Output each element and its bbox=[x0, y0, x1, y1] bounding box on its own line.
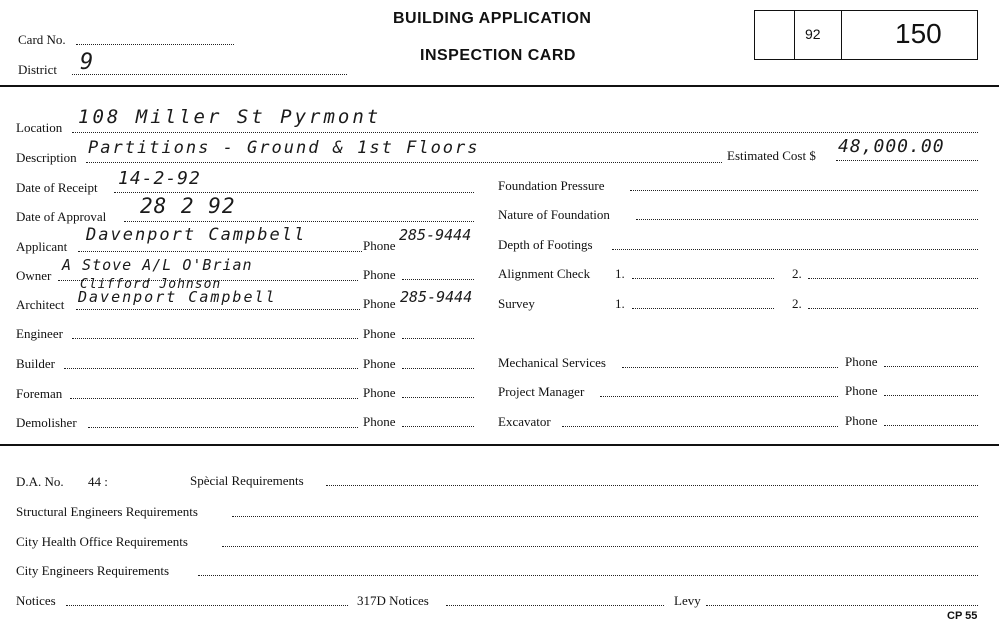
builder-phone-line bbox=[402, 368, 474, 369]
date-approval-line bbox=[124, 221, 474, 222]
foreman-phone-label: Phone bbox=[363, 385, 396, 400]
owner-value-line2: Clifford Johnson bbox=[80, 277, 222, 292]
location-line bbox=[72, 132, 978, 133]
alignment-line2 bbox=[808, 278, 978, 279]
location-label: Location bbox=[16, 120, 63, 135]
builder-phone-label: Phone bbox=[363, 356, 396, 371]
health-label: City Health Office Requirements bbox=[16, 534, 188, 549]
alignment-check-label: Alignment Check bbox=[498, 266, 591, 281]
architect-label: Architect bbox=[16, 297, 65, 312]
architect-phone-label: Phone bbox=[363, 296, 396, 311]
project-manager-line bbox=[600, 396, 838, 397]
demolisher-label: Demolisher bbox=[16, 415, 77, 430]
district-line bbox=[72, 74, 347, 75]
form-code: CP 55 bbox=[947, 610, 978, 622]
survey-line1 bbox=[632, 308, 774, 309]
applicant-label: Applicant bbox=[16, 239, 68, 254]
notices-label: Notices bbox=[16, 593, 56, 608]
date-receipt-line bbox=[114, 192, 474, 193]
estimated-cost-line bbox=[836, 160, 978, 161]
survey-num1: 1. bbox=[615, 296, 625, 311]
district-value: 9 bbox=[80, 50, 95, 75]
levy-line bbox=[706, 605, 978, 606]
header-rule bbox=[0, 85, 999, 87]
mechanical-phone-line bbox=[884, 366, 978, 367]
health-line bbox=[222, 546, 978, 547]
description-line bbox=[86, 162, 722, 163]
demolisher-line bbox=[88, 427, 358, 428]
date-receipt-label: Date of Receipt bbox=[16, 180, 98, 195]
foundation-pressure-line bbox=[630, 190, 978, 191]
alignment-num2: 2. bbox=[792, 266, 802, 281]
engineer-line bbox=[72, 338, 358, 339]
description-label: Description bbox=[16, 150, 77, 165]
builder-label: Builder bbox=[16, 356, 55, 371]
applicant-line bbox=[78, 251, 362, 252]
foreman-phone-line bbox=[402, 397, 474, 398]
excavator-line bbox=[562, 426, 838, 427]
survey-line2 bbox=[808, 308, 978, 309]
levy-label: Levy bbox=[674, 593, 701, 608]
box-cell-blank bbox=[755, 11, 795, 59]
excavator-phone-label: Phone bbox=[845, 413, 878, 428]
engineer-phone-line bbox=[402, 338, 474, 339]
special-requirements-label: Spècial Requirements bbox=[190, 473, 304, 488]
depth-footings-label: Depth of Footings bbox=[498, 237, 593, 252]
requirements-rule bbox=[0, 444, 999, 446]
excavator-label: Excavator bbox=[498, 414, 551, 429]
city-engineers-label: City Engineers Requirements bbox=[16, 563, 170, 578]
mechanical-line bbox=[622, 367, 838, 368]
date-approval-value: 28 2 92 bbox=[140, 194, 236, 218]
box-cell-year bbox=[795, 11, 842, 59]
card-number-box bbox=[754, 10, 978, 60]
card-no-label: Card No. bbox=[18, 32, 66, 47]
engineer-label: Engineer bbox=[16, 326, 63, 341]
nature-foundation-label: Nature of Foundation bbox=[498, 207, 610, 222]
special-requirements-line bbox=[326, 485, 978, 486]
engineer-phone-label: Phone bbox=[363, 326, 396, 341]
depth-footings-line bbox=[612, 249, 978, 250]
mechanical-label: Mechanical Services bbox=[498, 355, 606, 370]
notices-line bbox=[66, 605, 348, 606]
notices-317d-label: 317D Notices bbox=[357, 593, 429, 608]
da-no-value: 44 : bbox=[88, 474, 108, 489]
structural-line bbox=[232, 516, 978, 517]
location-value: 108 Miller St Pyrmont bbox=[78, 106, 382, 128]
applicant-phone-label: Phone bbox=[363, 238, 396, 253]
project-manager-phone-line bbox=[884, 395, 978, 396]
owner-value-line1: A Stove A/L O'Brian bbox=[62, 256, 253, 274]
da-no-label: D.A. No. bbox=[16, 474, 64, 489]
applicant-phone-value: 285-9444 bbox=[399, 226, 472, 244]
box-year: 92 bbox=[805, 26, 821, 42]
district-label: District bbox=[18, 62, 57, 77]
survey-label: Survey bbox=[498, 296, 535, 311]
architect-line bbox=[76, 309, 360, 310]
owner-phone-line bbox=[402, 279, 474, 280]
applicant-value: Davenport Campbell bbox=[86, 225, 307, 245]
owner-phone-label: Phone bbox=[363, 267, 396, 282]
box-number: 150 bbox=[895, 18, 942, 49]
demolisher-phone-line bbox=[402, 426, 474, 427]
architect-phone-value: 285-9444 bbox=[400, 288, 473, 306]
date-receipt-value: 14-2-92 bbox=[118, 168, 201, 189]
builder-line bbox=[64, 368, 358, 369]
project-manager-phone-label: Phone bbox=[845, 383, 878, 398]
notices-317d-line bbox=[446, 605, 664, 606]
description-value: Partitions - Ground & 1st Floors bbox=[88, 138, 480, 158]
foundation-pressure-label: Foundation Pressure bbox=[498, 178, 605, 193]
survey-num2: 2. bbox=[792, 296, 802, 311]
alignment-line1 bbox=[632, 278, 774, 279]
date-approval-label: Date of Approval bbox=[16, 209, 107, 224]
structural-label: Structural Engineers Requirements bbox=[16, 504, 198, 519]
excavator-phone-line bbox=[884, 425, 978, 426]
owner-label: Owner bbox=[16, 268, 52, 283]
card-no-line bbox=[76, 44, 234, 45]
estimated-cost-label: Estimated Cost $ bbox=[727, 148, 816, 163]
estimated-cost-value: 48,000.00 bbox=[838, 136, 945, 157]
demolisher-phone-label: Phone bbox=[363, 414, 396, 429]
foreman-line bbox=[70, 398, 358, 399]
architect-value: Davenport Campbell bbox=[78, 288, 277, 306]
nature-foundation-line bbox=[636, 219, 978, 220]
title-line1: BUILDING APPLICATION bbox=[393, 10, 592, 27]
title-line2: INSPECTION CARD bbox=[420, 47, 576, 64]
city-engineers-line bbox=[198, 575, 978, 576]
mechanical-phone-label: Phone bbox=[845, 354, 878, 369]
foreman-label: Foreman bbox=[16, 386, 63, 401]
project-manager-label: Project Manager bbox=[498, 384, 585, 399]
alignment-num1: 1. bbox=[615, 266, 625, 281]
